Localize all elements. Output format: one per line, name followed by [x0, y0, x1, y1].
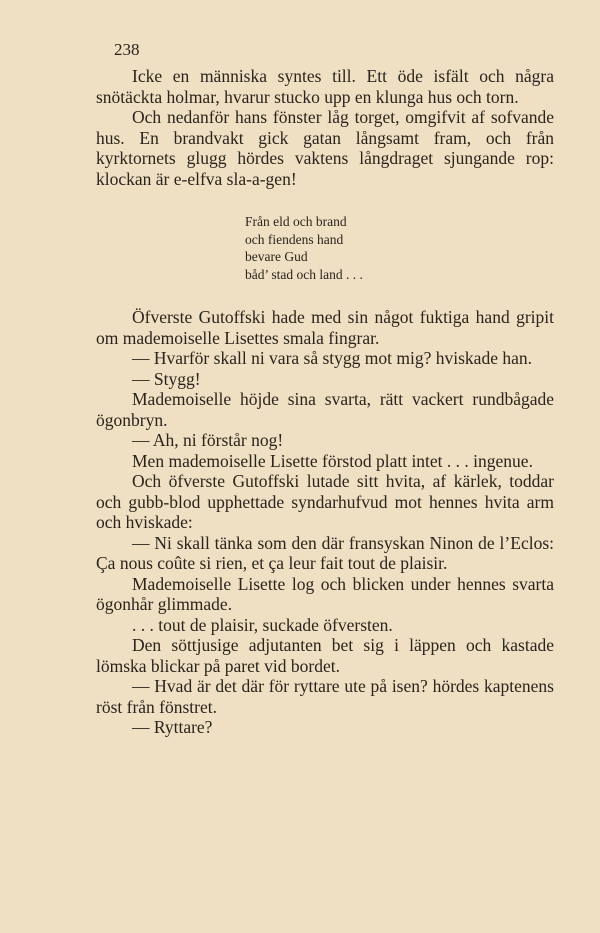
paragraph: Icke en människa syntes till. Ett öde isfält och några snötäckta holmar, hvarur stucko upp en klunga hus och torn.: [96, 66, 554, 107]
paragraph: — Ah, ni förstår nog!: [132, 430, 284, 450]
paragraph: Mademoiselle Lisette log och blicken under hennes svarta ögonhår glimmade.: [96, 573, 554, 614]
paragraph: Och öfverste Gutoffski lutade sitt hvita, af kärlek, toddar och gubb-blod upphettade syndarhufvud mot hennes hvita arm och hviskade:: [96, 471, 554, 532]
paragraph: Den söttjusige adjutanten bet sig i läppen och kastade lömska blickar på paret vid bordet.: [96, 635, 554, 676]
paragraph: — Ni skall tänka som den där fransyskan Ninon de l’Eclos: Ça nous coûte si rien, et ça leur fait tout de plaisir.: [96, 532, 554, 573]
paragraph: — Hvad är det där för ryttare ute på isen? hördes kaptenens röst från fönstret.: [96, 676, 554, 717]
paragraph: Öfverste Gutoffski hade med sin något fuktiga hand gripit om mademoiselle Lisettes smala fingrar.: [96, 307, 554, 348]
paragraph: Mademoiselle höjde sina svarta, rätt vackert rundbågade ögonbryn.: [96, 389, 554, 430]
paragraph: Och nedanför hans fönster låg torget, omgifvit af sofvande hus. En brandvakt gick gatan långsamt fram, och från kyrktornets glugg hördes vaktens långdraget sjungande rop: klockan är e-elfva sla-a-gen!: [96, 107, 554, 189]
poem-line: Från eld och brand: [245, 214, 347, 229]
paragraph: . . . tout de plaisir, suckade öfversten.: [132, 614, 393, 635]
poem-line: båd’ stad och land . . .: [245, 266, 363, 282]
paragraph: Men mademoiselle Lisette förstod platt intet . . . ingenue.: [132, 450, 533, 471]
paragraph: — Ryttare?: [132, 717, 213, 737]
paragraph: — Stygg!: [132, 368, 201, 389]
text-before-poem: [96, 66, 554, 189]
text-after-poem: [96, 307, 554, 738]
poem-line: bevare Gud: [245, 249, 308, 264]
poem: [245, 213, 554, 283]
paragraph: — Hvarför skall ni vara så stygg mot mig? hviskade han.: [132, 348, 532, 368]
page-number: 238: [114, 40, 140, 59]
poem-line: och fiendens hand: [245, 231, 344, 247]
